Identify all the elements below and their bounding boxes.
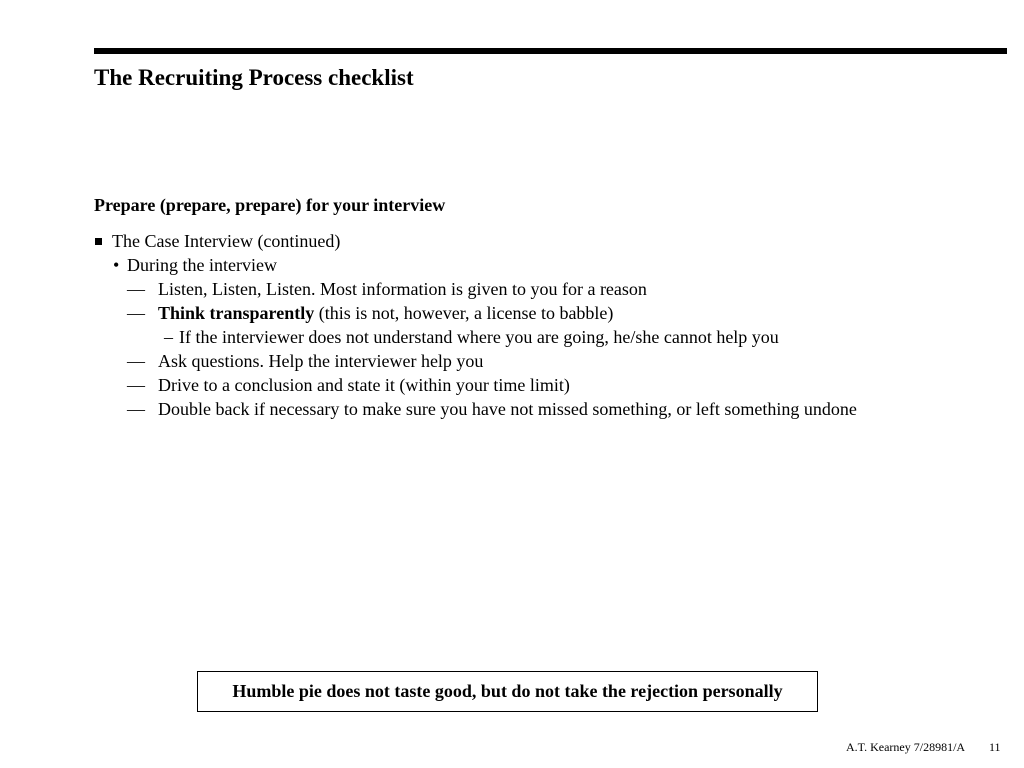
- outline-item-text: (this is not, however, a license to babble): [314, 303, 614, 323]
- outline-item-text: Drive to a conclusion and state it (within your time limit): [158, 375, 570, 395]
- outline-item-bold-text: Think transparently: [158, 303, 315, 323]
- outline-item-text: Ask questions. Help the interviewer help you: [158, 351, 484, 371]
- slide-subtitle: Prepare (prepare, prepare) for your interview: [94, 195, 446, 215]
- callout-text: Humble pie does not taste good, but do not take the rejection personally: [232, 681, 783, 701]
- dash-bullet-icon: —: [127, 279, 145, 299]
- outline-item-text: Double back if necessary to make sure you have not missed something, or left something undone: [158, 399, 857, 419]
- outline-item-text: Listen, Listen, Listen. Most information is given to you for a reason: [158, 279, 647, 299]
- outline-item-text: If the interviewer does not understand where you are going, he/she cannot help you: [179, 327, 779, 347]
- outline-level2-text: During the interview: [127, 255, 277, 275]
- top-rule: [94, 48, 1007, 54]
- square-bullet-icon: [95, 238, 102, 245]
- outline-level1-text: The Case Interview (continued): [112, 231, 341, 251]
- dash-bullet-icon: —: [127, 303, 145, 323]
- dot-bullet-icon: •: [113, 255, 120, 275]
- footer-reference: A.T. Kearney 7/28981/A: [846, 740, 966, 754]
- dash-bullet-icon: —: [127, 375, 145, 395]
- page-number: 11: [989, 740, 1001, 754]
- slide-title: The Recruiting Process checklist: [94, 65, 414, 90]
- dash-bullet-icon: —: [127, 399, 145, 419]
- en-dash-bullet-icon: –: [164, 327, 173, 347]
- dash-bullet-icon: —: [127, 351, 145, 371]
- callout-box: [197, 671, 818, 712]
